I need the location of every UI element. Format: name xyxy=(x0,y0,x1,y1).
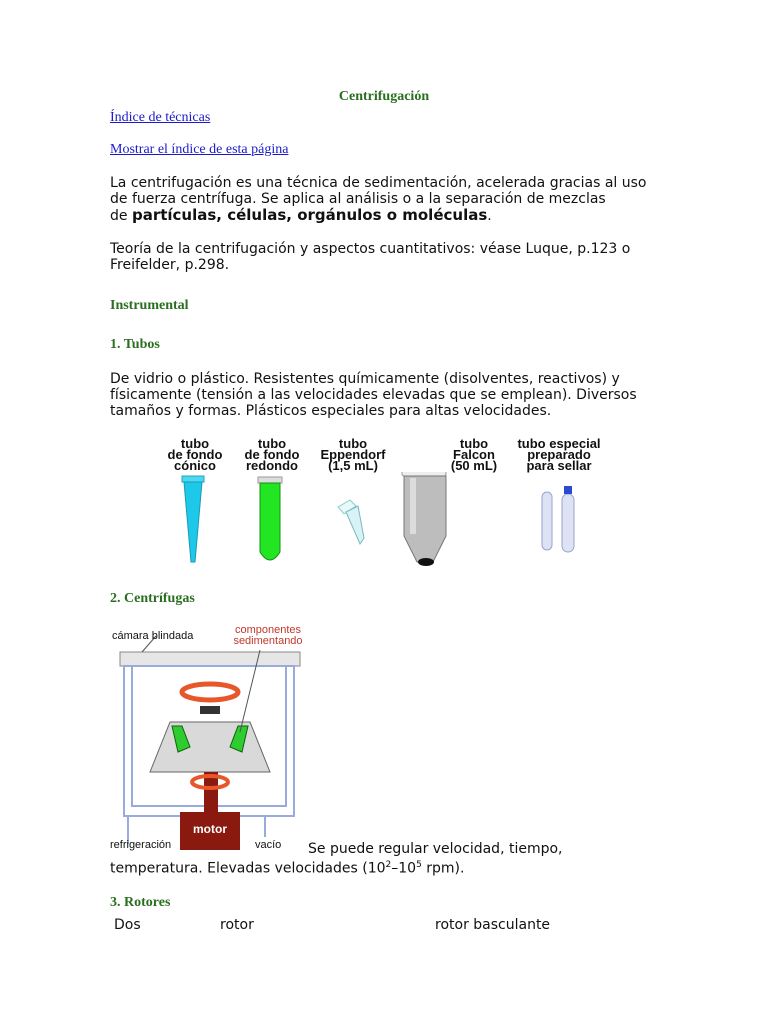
tubos-line: físicamente (tensión a las velocidades elevadas que se emplean). Diversos xyxy=(110,387,637,403)
tube-label-round xyxy=(232,438,312,471)
tube-label-falcon xyxy=(434,438,514,471)
tube-label-line: tubo xyxy=(257,436,287,451)
tube-label-line: tubo especial xyxy=(517,436,601,451)
tube-label-line: (50 mL) xyxy=(450,458,498,473)
components-label-line: sedimentando xyxy=(233,635,303,647)
page-title: Centrifugación xyxy=(338,89,430,104)
tubos-line: De vidrio o plástico. Resistentes químicamente (disolventes, reactivos) y xyxy=(110,371,620,387)
falcon-tube-icon xyxy=(402,472,446,566)
section-heading-centrifugas: 2. Centrífugas xyxy=(110,591,195,606)
tube-label-line: tubo xyxy=(459,436,489,451)
tube-label-line: cónico xyxy=(174,458,216,473)
centrifugas-text: temperatura. Elevadas velocidades (10 xyxy=(110,860,386,877)
motor-label: motor xyxy=(193,822,227,836)
tube-label-line: tubo xyxy=(180,436,210,451)
intro-text: . xyxy=(487,208,492,224)
components-label-line: componentes xyxy=(234,624,302,636)
chamber-label: cámara blindada xyxy=(112,630,194,642)
tube-label-line: de fondo xyxy=(244,447,300,462)
tube-label-line: de fondo xyxy=(167,447,223,462)
theory-paragraph xyxy=(110,241,710,273)
intro-text: de xyxy=(110,208,132,224)
components-label xyxy=(228,625,308,647)
tube-label-sealable xyxy=(504,438,614,471)
exponent: 5 xyxy=(416,860,422,870)
rotores-cell-1: Dos xyxy=(114,917,141,933)
tubos-paragraph xyxy=(110,371,710,419)
cooling-label: refrigeración xyxy=(110,839,172,851)
intro-paragraph xyxy=(110,175,710,224)
intro-bold-text: partículas, células, orgánulos o moléculas xyxy=(131,206,488,224)
tube-label-conical xyxy=(155,438,235,471)
section-heading-rotores: 3. Rotores xyxy=(110,895,171,910)
section-heading-instrumental: Instrumental xyxy=(110,298,189,313)
tube-label-line: preparado xyxy=(527,447,591,462)
conical-tube-icon xyxy=(182,476,204,562)
rotores-cell-2: rotor xyxy=(220,917,254,933)
tube-label-line: (1,5 mL) xyxy=(328,458,378,473)
centrifugas-text-line1: Se puede regular velocidad, tiempo, xyxy=(308,841,563,857)
techniques-index-link[interactable]: Índice de técnicas xyxy=(110,110,211,125)
tube-label-line: redondo xyxy=(246,458,298,473)
section-heading-tubos: 1. Tubos xyxy=(110,337,160,352)
centrifugas-text-line2 xyxy=(110,857,464,877)
tube-label-line: Falcon xyxy=(453,447,495,462)
centrifugas-text: rpm). xyxy=(421,860,465,877)
eppendorf-tube-icon xyxy=(338,500,364,544)
theory-line: Freifelder, p.298. xyxy=(110,257,230,273)
page-index-link[interactable]: Mostrar el índice de esta página xyxy=(110,142,289,157)
intro-line xyxy=(110,207,710,224)
tubes-illustration xyxy=(150,472,630,572)
exponent: 2 xyxy=(385,860,392,870)
vacuum-label: vacío xyxy=(255,839,282,851)
tubos-line: tamaños y formas. Plásticos especiales para altas velocidades. xyxy=(110,403,552,419)
tube-label-line: tubo xyxy=(338,436,368,451)
theory-line: Teoría de la centrifugación y aspectos cuantitativos: véase Luque, p.123 o xyxy=(110,241,631,257)
tube-label-line: para sellar xyxy=(526,458,592,473)
sealable-tubes-icon xyxy=(542,486,574,552)
tube-label-line: Eppendorf xyxy=(320,447,386,462)
centrifuge-diagram xyxy=(110,622,310,852)
intro-line: La centrifugación es una técnica de sedimentación, acelerada gracias al uso xyxy=(110,175,647,191)
round-tube-icon xyxy=(258,477,282,560)
centrifugas-text: –10 xyxy=(391,860,417,877)
centrifuge-icon xyxy=(110,622,310,852)
intro-line: de fuerza centrífuga. Se aplica al análisis o a la separación de mezclas xyxy=(110,191,606,207)
tube-label-eppendorf xyxy=(313,438,393,471)
rotores-cell-3: rotor basculante xyxy=(435,917,551,933)
